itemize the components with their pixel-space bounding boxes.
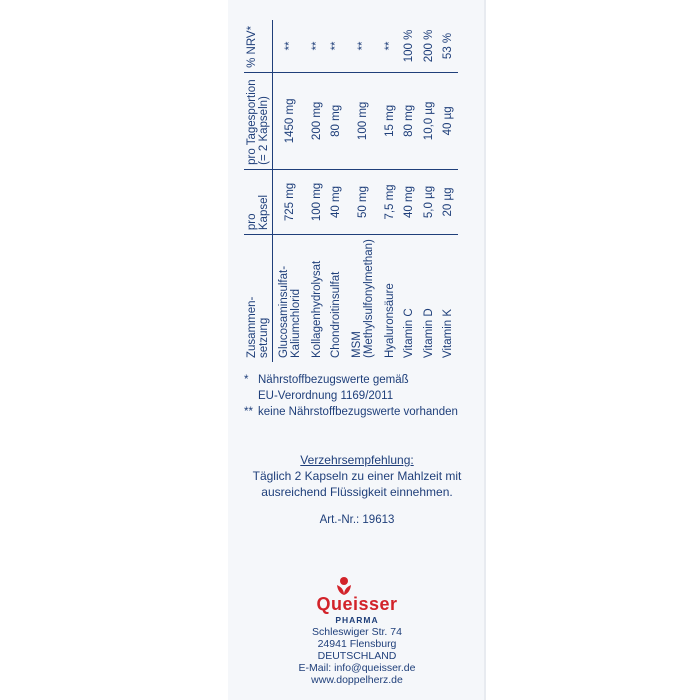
footnotes: [244, 372, 484, 420]
nutrition-table-rotated: [244, 20, 458, 362]
brand-subtitle: PHARMA: [335, 615, 379, 625]
recommendation-line: Täglich 2 Kapseln zu einer Mahlzeit mit: [252, 469, 462, 483]
table-row: [438, 20, 458, 362]
address-email[interactable]: E-Mail: info@queisser.de: [298, 662, 416, 674]
footnote-mark: *: [244, 374, 249, 386]
amount-per-daily: 80 mg: [327, 72, 346, 169]
footnote-mark: **: [244, 406, 253, 418]
table-row: [273, 20, 308, 362]
table-row: [419, 20, 438, 362]
brand-name: Queisser: [316, 594, 398, 614]
footnote-text: Nährstoffbezugswerte gemäß EU-Verordnung 1169/2011: [258, 374, 409, 402]
consumption-recommendation: [226, 452, 488, 500]
amount-per-daily: 200 mg: [307, 72, 326, 169]
article-number: Art.-Nr.: 19613: [319, 514, 395, 526]
header-nrv: % NRV*: [244, 20, 273, 72]
address-website[interactable]: www.doppelherz.de: [311, 674, 403, 686]
amount-per-daily: 80 mg: [400, 72, 419, 169]
footnote-text: keine Nährstoffbezugswerte vorhanden: [258, 406, 458, 418]
nrv-value: **: [383, 41, 396, 51]
ingredient-name: Vitamin K: [438, 235, 458, 362]
amount-per-daily: 100 mg: [346, 72, 380, 169]
ingredient-name: Chondroitinsulfat: [327, 235, 346, 362]
ingredient-name: Vitamin D: [419, 235, 438, 362]
amount-per-capsule: 40 mg: [400, 169, 419, 234]
nrv-value: **: [310, 41, 323, 51]
ingredient-name: MSM (Methylsulfonylmethan): [346, 235, 380, 362]
nrv-value: 53 %: [442, 32, 455, 60]
table-row: [307, 20, 326, 362]
amount-per-capsule: 725 mg: [273, 169, 308, 234]
table-row: [380, 20, 399, 362]
amount-per-capsule: 7,5 mg: [380, 169, 399, 234]
ingredient-name: Vitamin C: [400, 235, 419, 362]
nrv-value: **: [357, 41, 370, 51]
recommendation-title: Verzehrsempfehlung:: [300, 453, 414, 467]
amount-per-daily: 1450 mg: [273, 72, 308, 169]
ingredient-name: Hyaluronsäure: [380, 235, 399, 362]
nrv-value: **: [284, 41, 297, 51]
footnote-no-nrv: [244, 404, 484, 420]
company-address: [226, 626, 488, 686]
amount-per-daily: 10,0 µg: [419, 72, 438, 169]
nrv-value: 200 %: [422, 29, 435, 63]
table-row: [327, 20, 346, 362]
table-row: [346, 20, 380, 362]
footnote-nrv: [244, 372, 484, 404]
address-country: DEUTSCHLAND: [317, 650, 397, 662]
recommendation-line: ausreichend Flüssigkeit einnehmen.: [261, 485, 453, 499]
ingredient-name: Kollagenhydrolysat: [307, 235, 326, 362]
queisser-flower-icon: [334, 576, 354, 596]
header-composition: Zusammen- setzung: [244, 235, 273, 362]
nrv-value: **: [330, 41, 343, 51]
amount-per-capsule: 5,0 µg: [419, 169, 438, 234]
header-per-capsule: pro Kapsel: [244, 169, 273, 234]
amount-per-capsule: 40 mg: [327, 169, 346, 234]
nutrition-table: [244, 20, 458, 362]
table-header-row: [244, 20, 273, 362]
amount-per-capsule: 100 mg: [307, 169, 326, 234]
table-row: [400, 20, 419, 362]
ingredient-name: Glucosaminsulfat- Kaliumchlorid: [273, 235, 308, 362]
amount-per-daily: 40 µg: [438, 72, 458, 169]
amount-per-capsule: 20 µg: [438, 169, 458, 234]
amount-per-daily: 15 mg: [380, 72, 399, 169]
address-city: 24941 Flensburg: [317, 638, 397, 650]
header-per-daily: pro Tagesportion (= 2 Kapseln): [244, 72, 273, 169]
address-street: Schleswiger Str. 74: [312, 626, 402, 638]
nrv-value: 100 %: [403, 29, 416, 63]
amount-per-capsule: 50 mg: [346, 169, 380, 234]
